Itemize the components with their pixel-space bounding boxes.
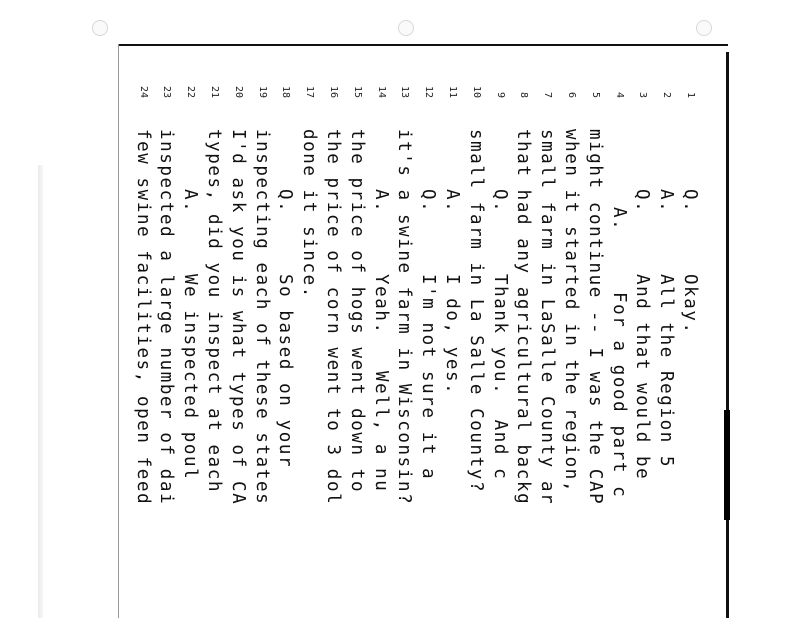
line-number: 14 (375, 85, 387, 98)
line-number: 10 (470, 85, 482, 98)
transcript-line (416, 46, 440, 618)
line-text: Q. And that would be (632, 189, 653, 481)
line-text: types, did you inspect at each (204, 129, 224, 494)
line-number: 20 (232, 85, 244, 98)
transcript-line (511, 46, 535, 618)
transcript-line (250, 46, 274, 618)
line-number: 6 (566, 91, 577, 98)
line-text: done it since. (299, 129, 320, 299)
line-text: the price of corn went to 3 dol (323, 129, 343, 506)
transcript-line (297, 46, 321, 618)
transcript-line (678, 46, 702, 618)
line-text: A. We inspected poul (180, 189, 201, 481)
line-text: inspected a large number of dai (156, 129, 177, 506)
binder-hole (398, 20, 414, 36)
line-text: small farm in LaSalle County ar (537, 129, 558, 506)
line-number: 15 (351, 85, 363, 98)
line-number: 22 (185, 85, 197, 98)
line-number: 1 (685, 91, 696, 98)
transcript-line (607, 46, 631, 618)
transcript-line (559, 46, 583, 618)
scan-shadow (38, 165, 43, 618)
transcript-line (345, 46, 369, 618)
line-text: A. For a good part c (608, 207, 629, 499)
transcript-line (178, 46, 202, 618)
line-text: Q. Thank you. And c (489, 189, 510, 481)
line-text: that had any agricultural backg (513, 129, 534, 506)
line-number: 12 (423, 85, 435, 98)
transcript-line (535, 46, 559, 618)
transcript-line (202, 46, 226, 618)
line-text: Q. So based on your (275, 189, 296, 469)
binder-hole (92, 20, 108, 36)
binder-hole (696, 20, 712, 36)
transcript-line (488, 46, 512, 618)
line-number: 23 (161, 85, 173, 98)
line-number: 18 (280, 85, 292, 98)
line-number: 17 (304, 85, 316, 98)
transcript-line (131, 46, 155, 618)
line-text: when it started in the region, (561, 129, 581, 494)
line-text: might continue -- I was the CAP (584, 129, 605, 506)
line-number: 19 (256, 85, 268, 98)
line-number: 3 (637, 91, 649, 98)
line-text: I'd ask you is what types of CA (227, 129, 248, 506)
line-number: 5 (589, 91, 601, 98)
line-number: 24 (137, 85, 149, 98)
transcript-line (464, 46, 488, 618)
line-text: A. All the Region 5 (656, 189, 677, 469)
line-text: A. Yeah. Well, a nu (370, 189, 391, 493)
line-text: Q. I'm not sure it a (418, 189, 439, 481)
line-text: it's a swine farm in Wisconsin? (394, 129, 415, 506)
transcript-line (583, 46, 607, 618)
line-text: Q. Okay. (680, 189, 700, 335)
line-text: inspecting each of these states (251, 129, 272, 506)
line-number: 13 (399, 85, 411, 98)
line-number: 21 (209, 85, 220, 98)
transcript-line (226, 46, 250, 618)
line-text: the price of hogs went down to (346, 129, 367, 494)
transcript-line (440, 46, 464, 618)
transcript-line (273, 46, 297, 618)
transcript-line (630, 46, 654, 618)
transcript-line (654, 46, 678, 618)
line-text: few swine facilities, open feed (132, 129, 153, 506)
transcript-line (369, 46, 393, 618)
line-number: 9 (494, 91, 506, 98)
line-number: 2 (661, 91, 673, 98)
line-number: 16 (328, 85, 339, 98)
transcript-line (392, 46, 416, 618)
transcript-page (118, 46, 728, 618)
line-number: 11 (447, 85, 458, 98)
line-text: small farm in La Salle County? (465, 129, 486, 494)
line-number: 4 (613, 91, 625, 98)
line-number: 7 (542, 91, 554, 98)
transcript-line (154, 46, 178, 618)
line-text: A. I do, yes. (442, 189, 462, 396)
transcript-line (321, 46, 345, 618)
line-number: 8 (518, 91, 530, 98)
